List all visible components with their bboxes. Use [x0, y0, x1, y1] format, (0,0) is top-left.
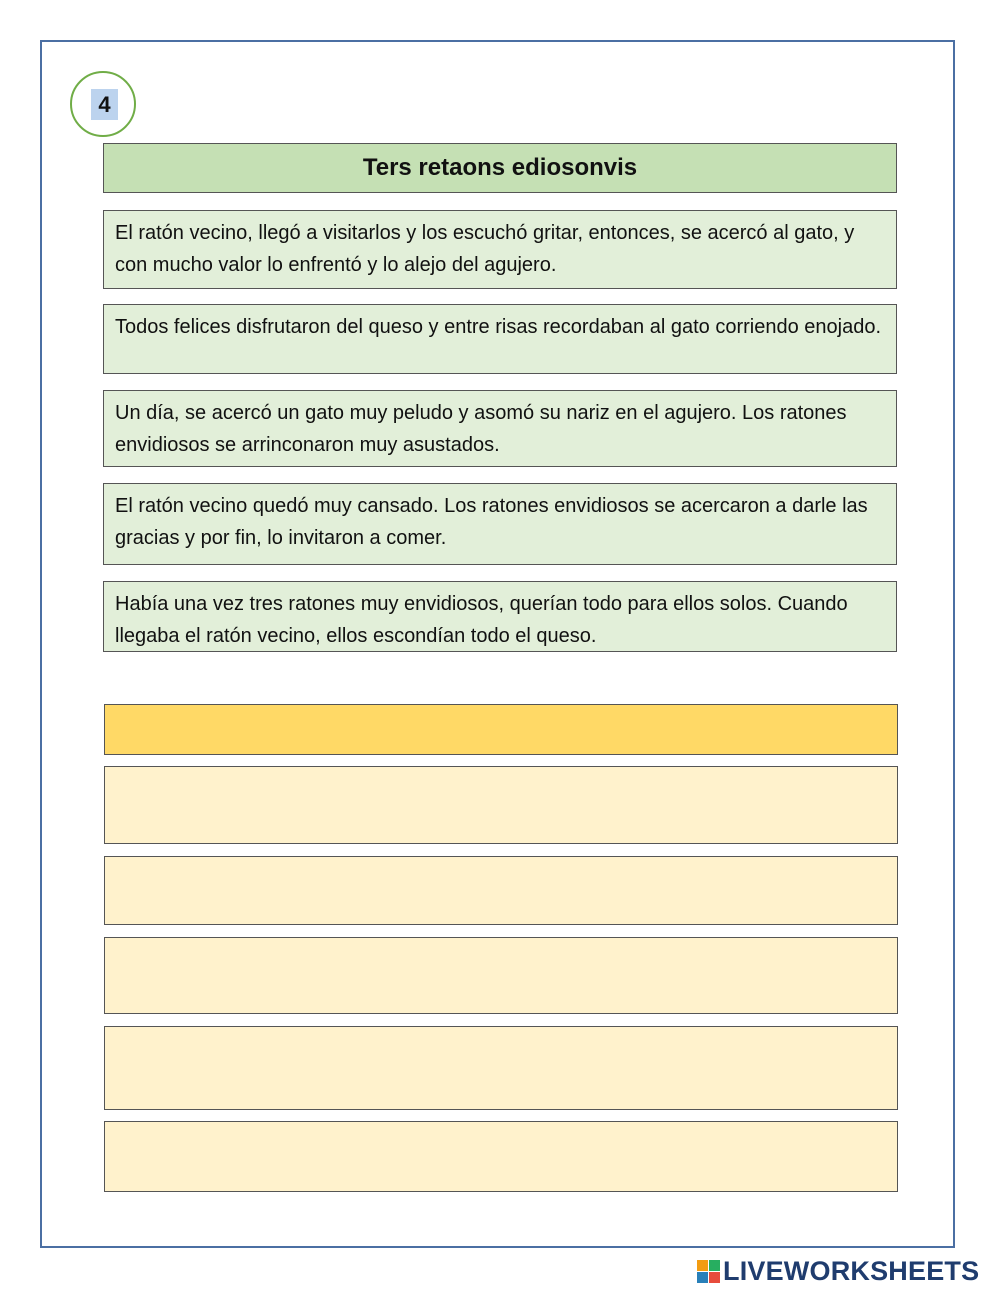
story-card-1[interactable]: El ratón vecino, llegó a visitarlos y los escuchó gritar, entonces, se acercó al gato, y con mucho valor lo enfrentó y lo alejo del agujero. — [103, 210, 897, 289]
order-slot-2[interactable] — [104, 856, 898, 925]
story-card-4[interactable]: El ratón vecino quedó muy cansado. Los ratones envidiosos se acercaron a darle las gracias y por fin, lo invitaron a comer. — [103, 483, 897, 565]
order-slot-4[interactable] — [104, 1026, 898, 1110]
story-card-3[interactable]: Un día, se acercó un gato muy peludo y asomó su nariz en el agujero. Los ratones envidiosos se arrinconaron muy asustados. — [103, 390, 897, 467]
order-slot-5[interactable] — [104, 1121, 898, 1192]
order-slot-1[interactable] — [104, 766, 898, 844]
liveworksheets-logo-icon — [697, 1260, 720, 1283]
scrambled-title: Ters retaons ediosonvis — [103, 143, 897, 193]
story-card-2[interactable]: Todos felices disfrutaron del queso y entre risas recordaban al gato corriendo enojado. — [103, 304, 897, 374]
activity-number: 4 — [91, 89, 118, 120]
title-answer-slot[interactable] — [104, 704, 898, 755]
brand-name: LIVEWORKSHEETS — [723, 1255, 980, 1286]
order-slot-3[interactable] — [104, 937, 898, 1014]
liveworksheets-logo — [697, 1254, 979, 1288]
story-card-5[interactable]: Había una vez tres ratones muy envidiosos, querían todo para ellos solos. Cuando llegaba el ratón vecino, ellos escondían todo el queso. — [103, 581, 897, 652]
